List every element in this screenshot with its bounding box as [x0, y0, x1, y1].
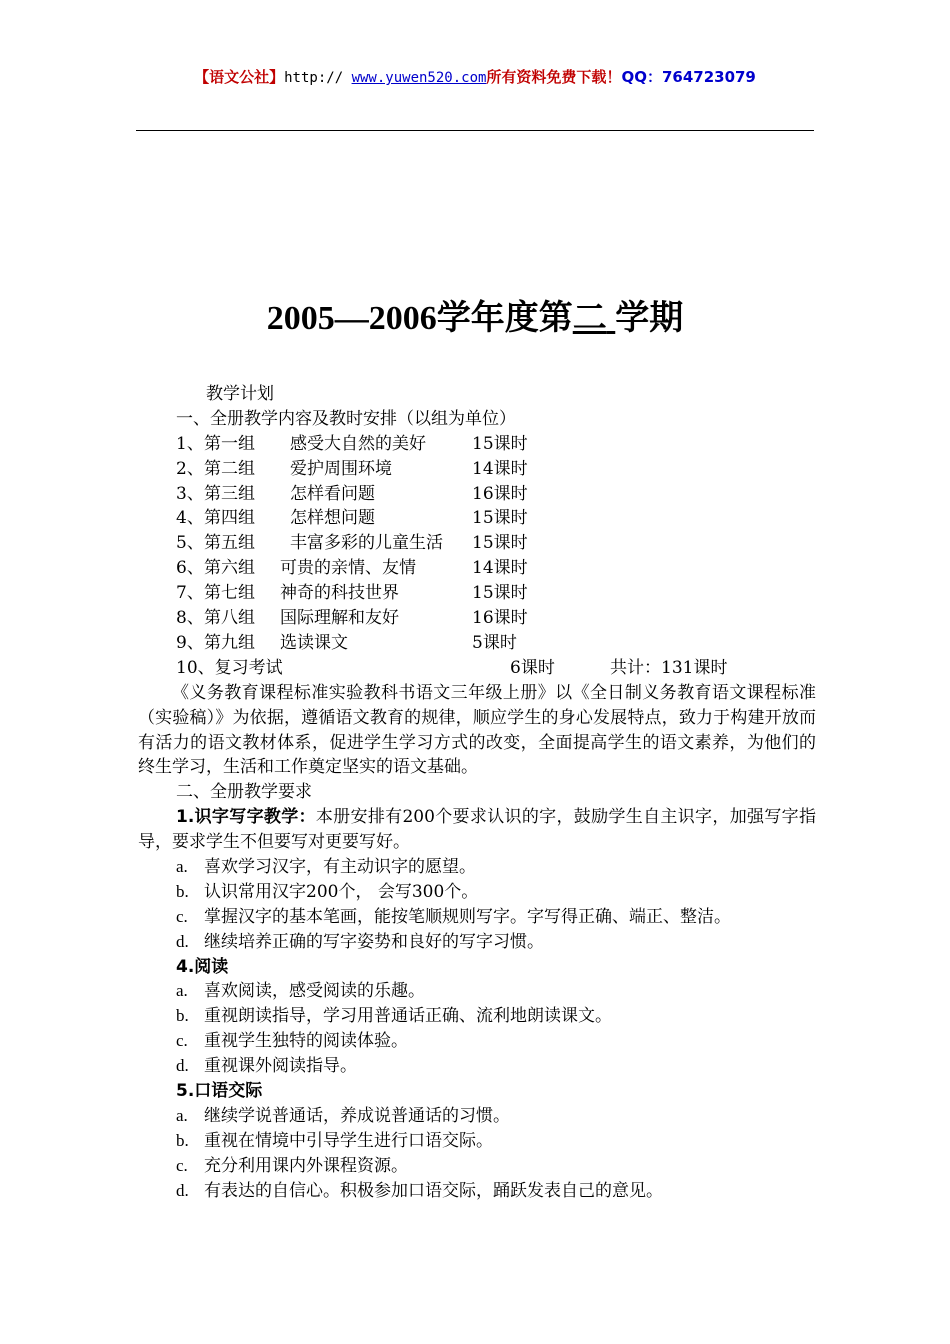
schedule-row-review: [138, 656, 816, 681]
item-text: 掌握汉字的基本笔画，能按笔顺规则写字。字写得正确、端正、整洁。: [204, 906, 731, 927]
list-item: [138, 1029, 816, 1054]
item-mark: d.: [176, 1056, 189, 1076]
intro-paragraph: 《义务教育课程标准实验教科书语文三年级上册》以《全日制义务教育语文课程标准（实验稿）》为依据，遵循语文教育的规律，顺应学生的身心发展特点，致力于构建开放而有活力的语文教材体系，促进学生学习方式的改变，全面提高学生的语文素养，为他们的终生学习，生活和工作奠定坚实的语文基础。: [138, 682, 816, 778]
document-title: [0, 290, 950, 339]
literacy-list: [138, 855, 816, 955]
list-item: [138, 1129, 816, 1154]
item-mark: c.: [176, 1155, 188, 1175]
review-hours: 6课时: [510, 657, 555, 678]
item-text: 喜欢学习汉字，有主动识字的愿望。: [204, 857, 476, 878]
reading-heading: 4.阅读: [176, 956, 229, 977]
row-topic: 怎样看问题: [290, 483, 375, 504]
row-topic: 可贵的亲情、友情: [280, 558, 416, 579]
review-label: 10、复习考试: [176, 657, 283, 678]
title-blank: 二: [572, 300, 607, 337]
item-text: 继续学说普通话，养成说普通话的习惯。: [204, 1105, 510, 1126]
list-item: [138, 1004, 816, 1029]
item-mark: c.: [176, 1031, 188, 1051]
row-group: 第一组: [204, 433, 255, 454]
header-url-link[interactable]: www.yuwen520.com: [351, 70, 487, 86]
row-group: 第九组: [204, 632, 255, 653]
oral-heading: 5.口语交际: [176, 1081, 263, 1102]
schedule-row: [138, 457, 816, 482]
item-mark: a.: [176, 981, 188, 1001]
row-group: 第七组: [204, 583, 255, 604]
schedule-list: [138, 432, 816, 681]
row-num: 3、: [176, 483, 204, 504]
item-mark: c.: [176, 906, 188, 926]
title-prefix: 2005—2006学年度第: [266, 300, 573, 337]
list-item: [138, 855, 816, 880]
row-hours: 5课时: [472, 632, 517, 653]
row-num: 5、: [176, 533, 204, 554]
row-num: 1、: [176, 433, 204, 454]
row-topic: 感受大自然的美好: [290, 433, 426, 454]
document-body: [138, 382, 816, 1203]
row-group: 第四组: [204, 508, 255, 529]
header-promo: 所有资料免费下载！: [486, 68, 622, 86]
item-mark: b.: [176, 881, 189, 901]
list-item: [138, 930, 816, 955]
header-qq: QQ：764723079: [621, 68, 756, 86]
row-num: 6、: [176, 558, 204, 579]
schedule-row: [138, 556, 816, 581]
row-num: 9、: [176, 632, 204, 653]
total-hours: 共计：131课时: [610, 657, 728, 678]
item-text: 重视朗读指导，学习用普通话正确、流利地朗读课文。: [204, 1006, 612, 1027]
section2-heading: 二、全册教学要求: [176, 782, 312, 803]
row-group: 第八组: [204, 608, 255, 629]
list-item: [138, 979, 816, 1004]
row-hours: 15课时: [472, 533, 528, 554]
row-num: 2、: [176, 458, 204, 479]
item-text: 重视课外阅读指导。: [204, 1056, 357, 1077]
section1-heading: 一、全册教学内容及教时安排（以组为单位）: [176, 408, 516, 429]
row-hours: 15课时: [472, 583, 528, 604]
header-divider: [136, 130, 814, 131]
row-hours: 15课时: [472, 433, 528, 454]
row-hours: 14课时: [472, 558, 528, 579]
item-mark: b.: [176, 1130, 189, 1150]
row-topic: 国际理解和友好: [280, 608, 399, 629]
item-mark: a.: [176, 857, 188, 877]
row-num: 7、: [176, 583, 204, 604]
page-header: [0, 66, 950, 87]
list-item: [138, 1054, 816, 1079]
item-text: 充分利用课内外课程资源。: [204, 1155, 408, 1176]
row-group: 第五组: [204, 533, 255, 554]
list-item: [138, 905, 816, 930]
row-num: 8、: [176, 608, 204, 629]
list-item: [138, 1154, 816, 1179]
list-item: [138, 880, 816, 905]
plan-label: 教学计划: [206, 384, 274, 404]
row-topic: 怎样想问题: [290, 508, 375, 529]
schedule-row: [138, 482, 816, 507]
row-topic: 神奇的科技世界: [280, 583, 399, 604]
schedule-row: [138, 606, 816, 631]
item-mark: a.: [176, 1105, 188, 1125]
schedule-row: [138, 432, 816, 457]
literacy-text: 本册安排有200个要求认识的字，鼓励学生自主识字，加强写字指导，要求学生不但要写对更要写好。: [138, 807, 816, 853]
reading-list: [138, 979, 816, 1079]
schedule-row: [138, 631, 816, 656]
row-hours: 14课时: [472, 458, 528, 479]
schedule-row: [138, 506, 816, 531]
row-topic: 选读课文: [280, 632, 348, 653]
list-item: [138, 1104, 816, 1129]
literacy-paragraph: [138, 805, 816, 855]
item-text: 重视学生独特的阅读体验。: [204, 1031, 408, 1052]
schedule-row: [138, 531, 816, 556]
header-brand: 【语文公社】: [194, 68, 285, 86]
list-item: [138, 1179, 816, 1204]
oral-list: [138, 1104, 816, 1204]
title-suffix: 学期: [615, 300, 684, 337]
schedule-row: [138, 581, 816, 606]
literacy-heading: 1.识字写字教学：: [176, 807, 316, 828]
item-text: 继续培养正确的写字姿势和良好的写字习惯。: [204, 931, 544, 952]
item-text: 重视在情境中引导学生进行口语交际。: [204, 1130, 493, 1151]
row-num: 4、: [176, 508, 204, 529]
row-group: 第三组: [204, 483, 255, 504]
row-topic: 爱护周围环境: [290, 458, 392, 479]
header-protocol: http://: [284, 70, 352, 86]
item-text: 认识常用汉字200个， 会写300个。: [204, 881, 479, 902]
row-group: 第六组: [204, 558, 255, 579]
item-text: 喜欢阅读，感受阅读的乐趣。: [204, 981, 425, 1002]
row-hours: 16课时: [472, 608, 528, 629]
item-mark: d.: [176, 1180, 189, 1200]
title-underline-gap: [607, 300, 616, 337]
item-mark: b.: [176, 1006, 189, 1026]
item-mark: d.: [176, 931, 189, 951]
row-topic: 丰富多彩的儿童生活: [290, 533, 443, 554]
item-text: 有表达的自信心。积极参加口语交际，踊跃发表自己的意见。: [204, 1180, 663, 1201]
row-hours: 15课时: [472, 508, 528, 529]
row-hours: 16课时: [472, 483, 528, 504]
row-group: 第二组: [204, 458, 255, 479]
